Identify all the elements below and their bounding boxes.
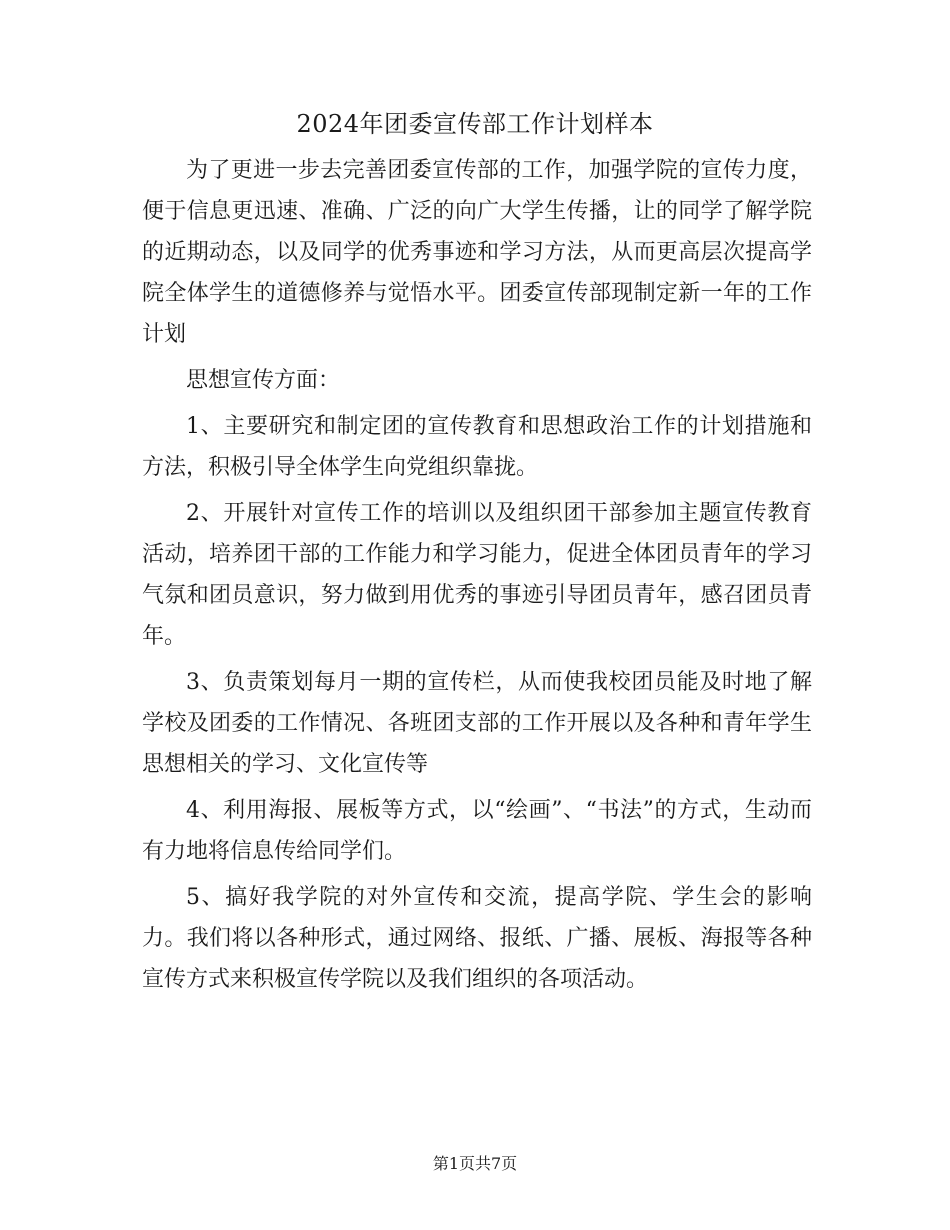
document-body — [142, 150, 812, 1005]
list-item-1: 1、主要研究和制定团的宣传教育和思想政治工作的计划措施和方法，积极引导全体学生向党组织靠拢。 — [142, 414, 812, 480]
page-number: 第1页共7页 — [432, 1154, 518, 1173]
intro-paragraph: 为了更进一步去完善团委宣传部的工作，加强学院的宣传力度，便于信息更迅速、准确、广泛的向广大学生传播，让的同学了解学院的近期动态，以及同学的优秀事迹和学习方法，从而更高层次提高学院全体学生的道德修养与觉悟水平。团委宣传部现制定新一年的工作计划 — [142, 158, 812, 347]
list-item-4: 4、利用海报、展板等方式，以“绘画”、“书法”的方式，生动而有力地将信息传给同学们。 — [142, 798, 812, 864]
section-heading: 思想宣传方面： — [186, 368, 341, 393]
list-item-5: 5、搞好我学院的对外宣传和交流，提高学院、学生会的影响力。我们将以各种形式，通过网络、报纸、广播、展板、海报等各种宣传方式来积极宣传学院以及我们组织的各项活动。 — [142, 885, 812, 992]
list-item-3: 3、负责策划每月一期的宣传栏，从而使我校团员能及时地了解学校及团委的工作情况、各班团支部的工作开展以及各种和青年学生思想相关的学习、文化宣传等 — [142, 670, 812, 777]
document-title: 2024年团委宣传部工作计划样本 — [296, 110, 654, 138]
list-item-2: 2、开展针对宣传工作的培训以及组织团干部参加主题宣传教育活动，培养团干部的工作能力和学习能力，促进全体团员青年的学习气氛和团员意识，努力做到用优秀的事迹引导团员青年，感召团员青年。 — [142, 501, 812, 649]
